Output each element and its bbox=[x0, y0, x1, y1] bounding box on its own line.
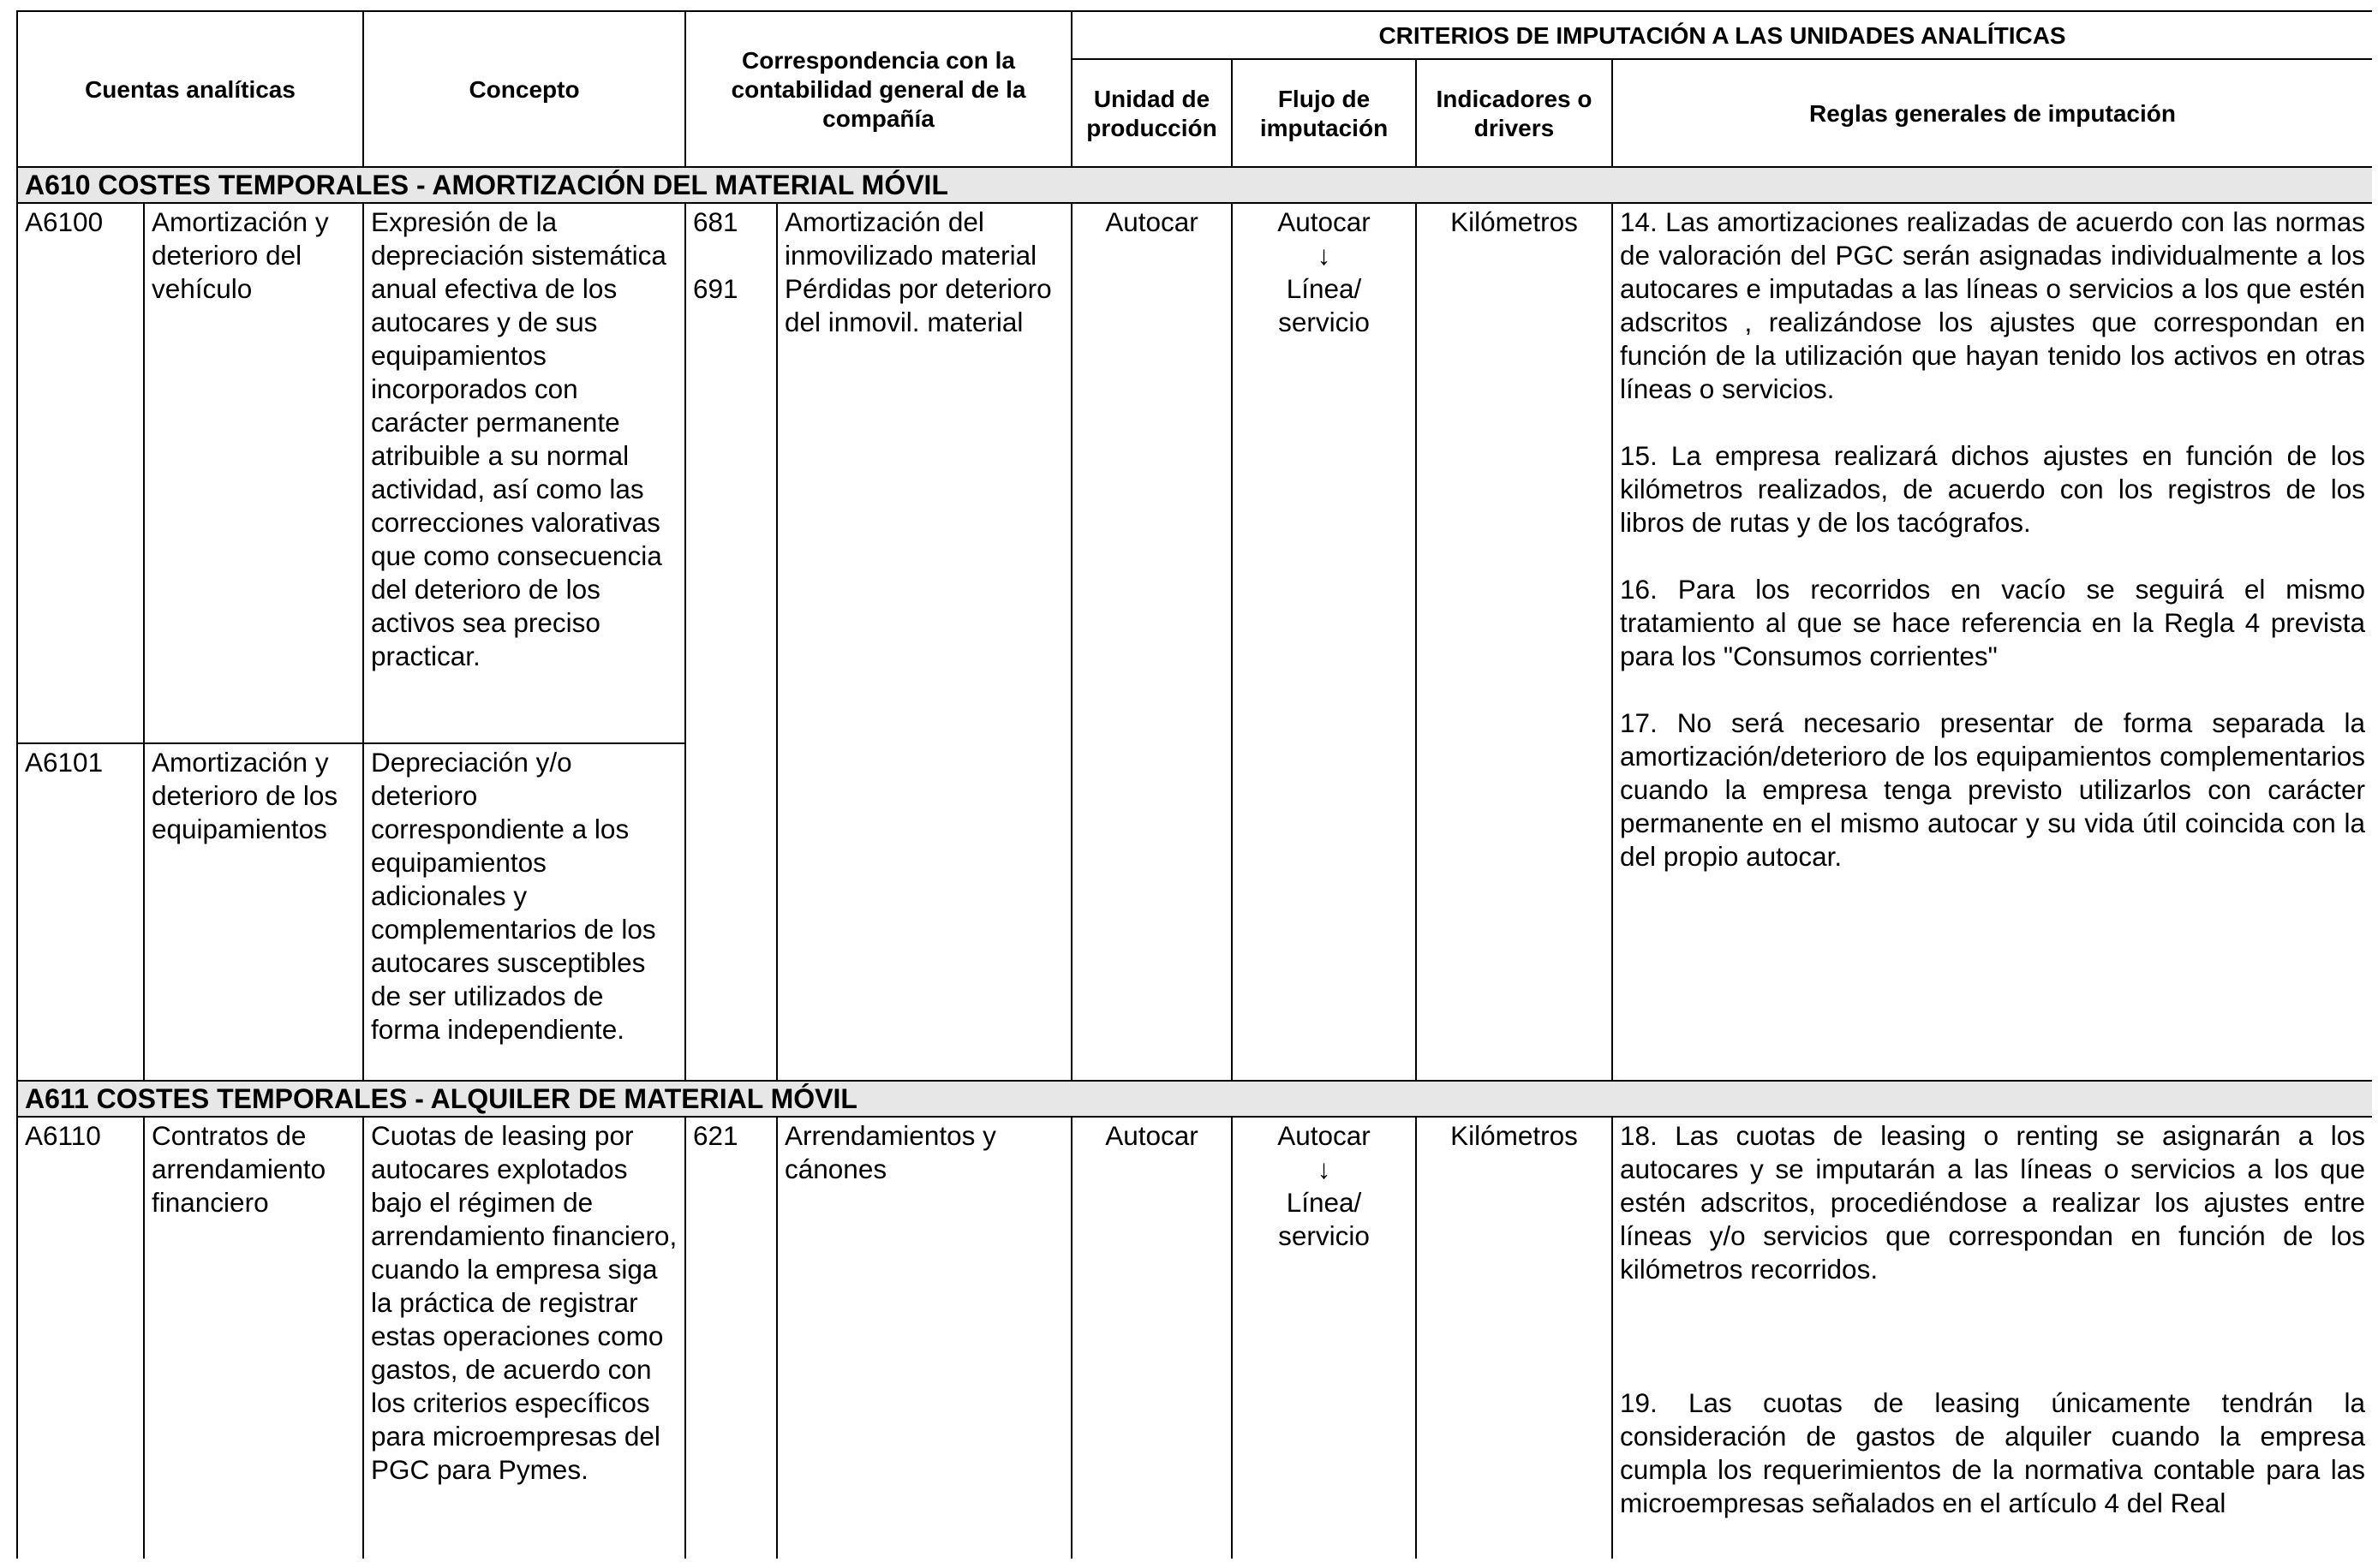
rule-paragraph: 19. Las cuotas de leasing únicamente tendrán la consideración de gastos de alquiler cuando la empresa cumpla los requerimientos de la normativa contable para las microempresas señalados en el artículo 4 del Real bbox=[1620, 1387, 2366, 1518]
account-code: A6100 bbox=[17, 203, 144, 743]
header-row-1 bbox=[17, 11, 2372, 59]
section-header-a610 bbox=[17, 167, 2372, 203]
general-account-desc: Amortización del inmovilizado material bbox=[785, 206, 1037, 271]
rule-paragraph: 18. Las cuotas de leasing o renting se asignarán a los autocares y se imputarán a las líneas o servicios a los que estén adscritos, procediéndose a realizar los ajustes entre líneas y/o servicios que correspondan en función de los kilómetros recorridos. bbox=[1620, 1120, 2366, 1285]
header-cuentas: Cuentas analíticas bbox=[17, 11, 363, 167]
reglas-imputacion bbox=[1612, 203, 2372, 1081]
general-account-number: 691 bbox=[693, 273, 738, 304]
header-flujo: Flujo de imputación bbox=[1232, 59, 1416, 167]
flujo-from: Autocar bbox=[1277, 206, 1371, 237]
rule-paragraph: 16. Para los recorridos en vacío se seguirá el mismo tratamiento al que se hace referencia en la Regla 4 prevista para los "Consumos corrientes" bbox=[1620, 574, 2366, 671]
indicador-driver: Kilómetros bbox=[1416, 203, 1612, 1081]
imputation-criteria-table bbox=[16, 10, 2372, 1559]
general-account-desc: Arrendamientos y cánones bbox=[777, 1117, 1072, 1559]
indicador-driver: Kilómetros bbox=[1416, 1117, 1612, 1559]
header-indicadores: Indicadores o drivers bbox=[1416, 59, 1612, 167]
account-concept: Cuotas de leasing por autocares explotados bajo el régimen de arrendamiento financiero, cuando la empresa siga la práctica de registrar estas operaciones como gastos, de acuerdo con los criterios específicos para microempresas del PGC para Pymes. bbox=[363, 1117, 685, 1559]
general-account-number: 621 bbox=[685, 1117, 777, 1559]
account-code: A6101 bbox=[17, 743, 144, 1081]
general-account-descriptions bbox=[777, 203, 1072, 1081]
section-title: A611 COSTES TEMPORALES - ALQUILER DE MATERIAL MÓVIL bbox=[17, 1081, 2372, 1117]
rule-paragraph: 17. No será necesario presentar de forma separada la amortización/deterioro de los equipamientos complementarios cuando la empresa tenga previsto utilizarlos con carácter permanente en el mismo autocar y su vida útil coincida con la del propio autocar. bbox=[1620, 707, 2366, 872]
rule-paragraph: 15. La empresa realizará dichos ajustes en función de los kilómetros realizados, de acuerdo con los registros de los libros de rutas y de los tacógrafos. bbox=[1620, 440, 2366, 538]
down-arrow-icon: ↓ bbox=[1317, 240, 1331, 271]
down-arrow-icon: ↓ bbox=[1317, 1154, 1331, 1184]
unidad-produccion: Autocar bbox=[1072, 1117, 1232, 1559]
account-name: Amortización y deterioro de los equipamientos bbox=[144, 743, 363, 1081]
header-correspondencia: Correspondencia con la contabilidad general de la compañía bbox=[685, 11, 1072, 167]
table-row-a6110 bbox=[17, 1117, 2372, 1559]
header-unidad: Unidad de producción bbox=[1072, 59, 1232, 167]
flujo-to: Línea/ servicio bbox=[1278, 1187, 1370, 1251]
account-code: A6110 bbox=[17, 1117, 144, 1559]
account-concept: Depreciación y/o deterioro correspondiente a los equipamientos adicionales y complementarios de los autocares susceptibles de ser utilizados de forma independiente. bbox=[363, 743, 685, 1081]
imputation-criteria-document bbox=[16, 10, 2372, 1559]
general-account-desc: Pérdidas por deterioro del inmovil. material bbox=[785, 273, 1052, 337]
general-account-number: 681 bbox=[693, 206, 738, 237]
header-criterios: CRITERIOS DE IMPUTACIÓN A LAS UNIDADES ANALÍTICAS bbox=[1072, 11, 2372, 59]
flujo-imputacion bbox=[1232, 203, 1416, 1081]
table-row-a6100 bbox=[17, 203, 2372, 743]
section-header-a611 bbox=[17, 1081, 2372, 1117]
header-concepto: Concepto bbox=[363, 11, 685, 167]
flujo-from: Autocar bbox=[1277, 1120, 1371, 1151]
account-concept: Expresión de la depreciación sistemática anual efectiva de los autocares y de sus equipamientos incorporados con carácter permanente atribuible a su normal actividad, así como las correcciones valorativas que como consecuencia del deterioro de los activos sea preciso practicar. bbox=[363, 203, 685, 743]
account-name: Amortización y deterioro del vehículo bbox=[144, 203, 363, 743]
general-account-numbers bbox=[685, 203, 777, 1081]
section-title: A610 COSTES TEMPORALES - AMORTIZACIÓN DEL MATERIAL MÓVIL bbox=[17, 167, 2372, 203]
rule-paragraph: 14. Las amortizaciones realizadas de acuerdo con las normas de valoración del PGC serán asignadas individualmente a los autocares e imputadas a las líneas o servicios a los que estén adscritos , realizándose los ajustes que correspondan en función de la utilización que hayan tenido los activos en otras líneas o servicios. bbox=[1620, 206, 2366, 404]
flujo-to: Línea/ servicio bbox=[1278, 273, 1370, 337]
account-name: Contratos de arrendamiento financiero bbox=[144, 1117, 363, 1559]
flujo-imputacion bbox=[1232, 1117, 1416, 1559]
header-reglas: Reglas generales de imputación bbox=[1612, 59, 2372, 167]
unidad-produccion: Autocar bbox=[1072, 203, 1232, 1081]
reglas-imputacion bbox=[1612, 1117, 2372, 1559]
